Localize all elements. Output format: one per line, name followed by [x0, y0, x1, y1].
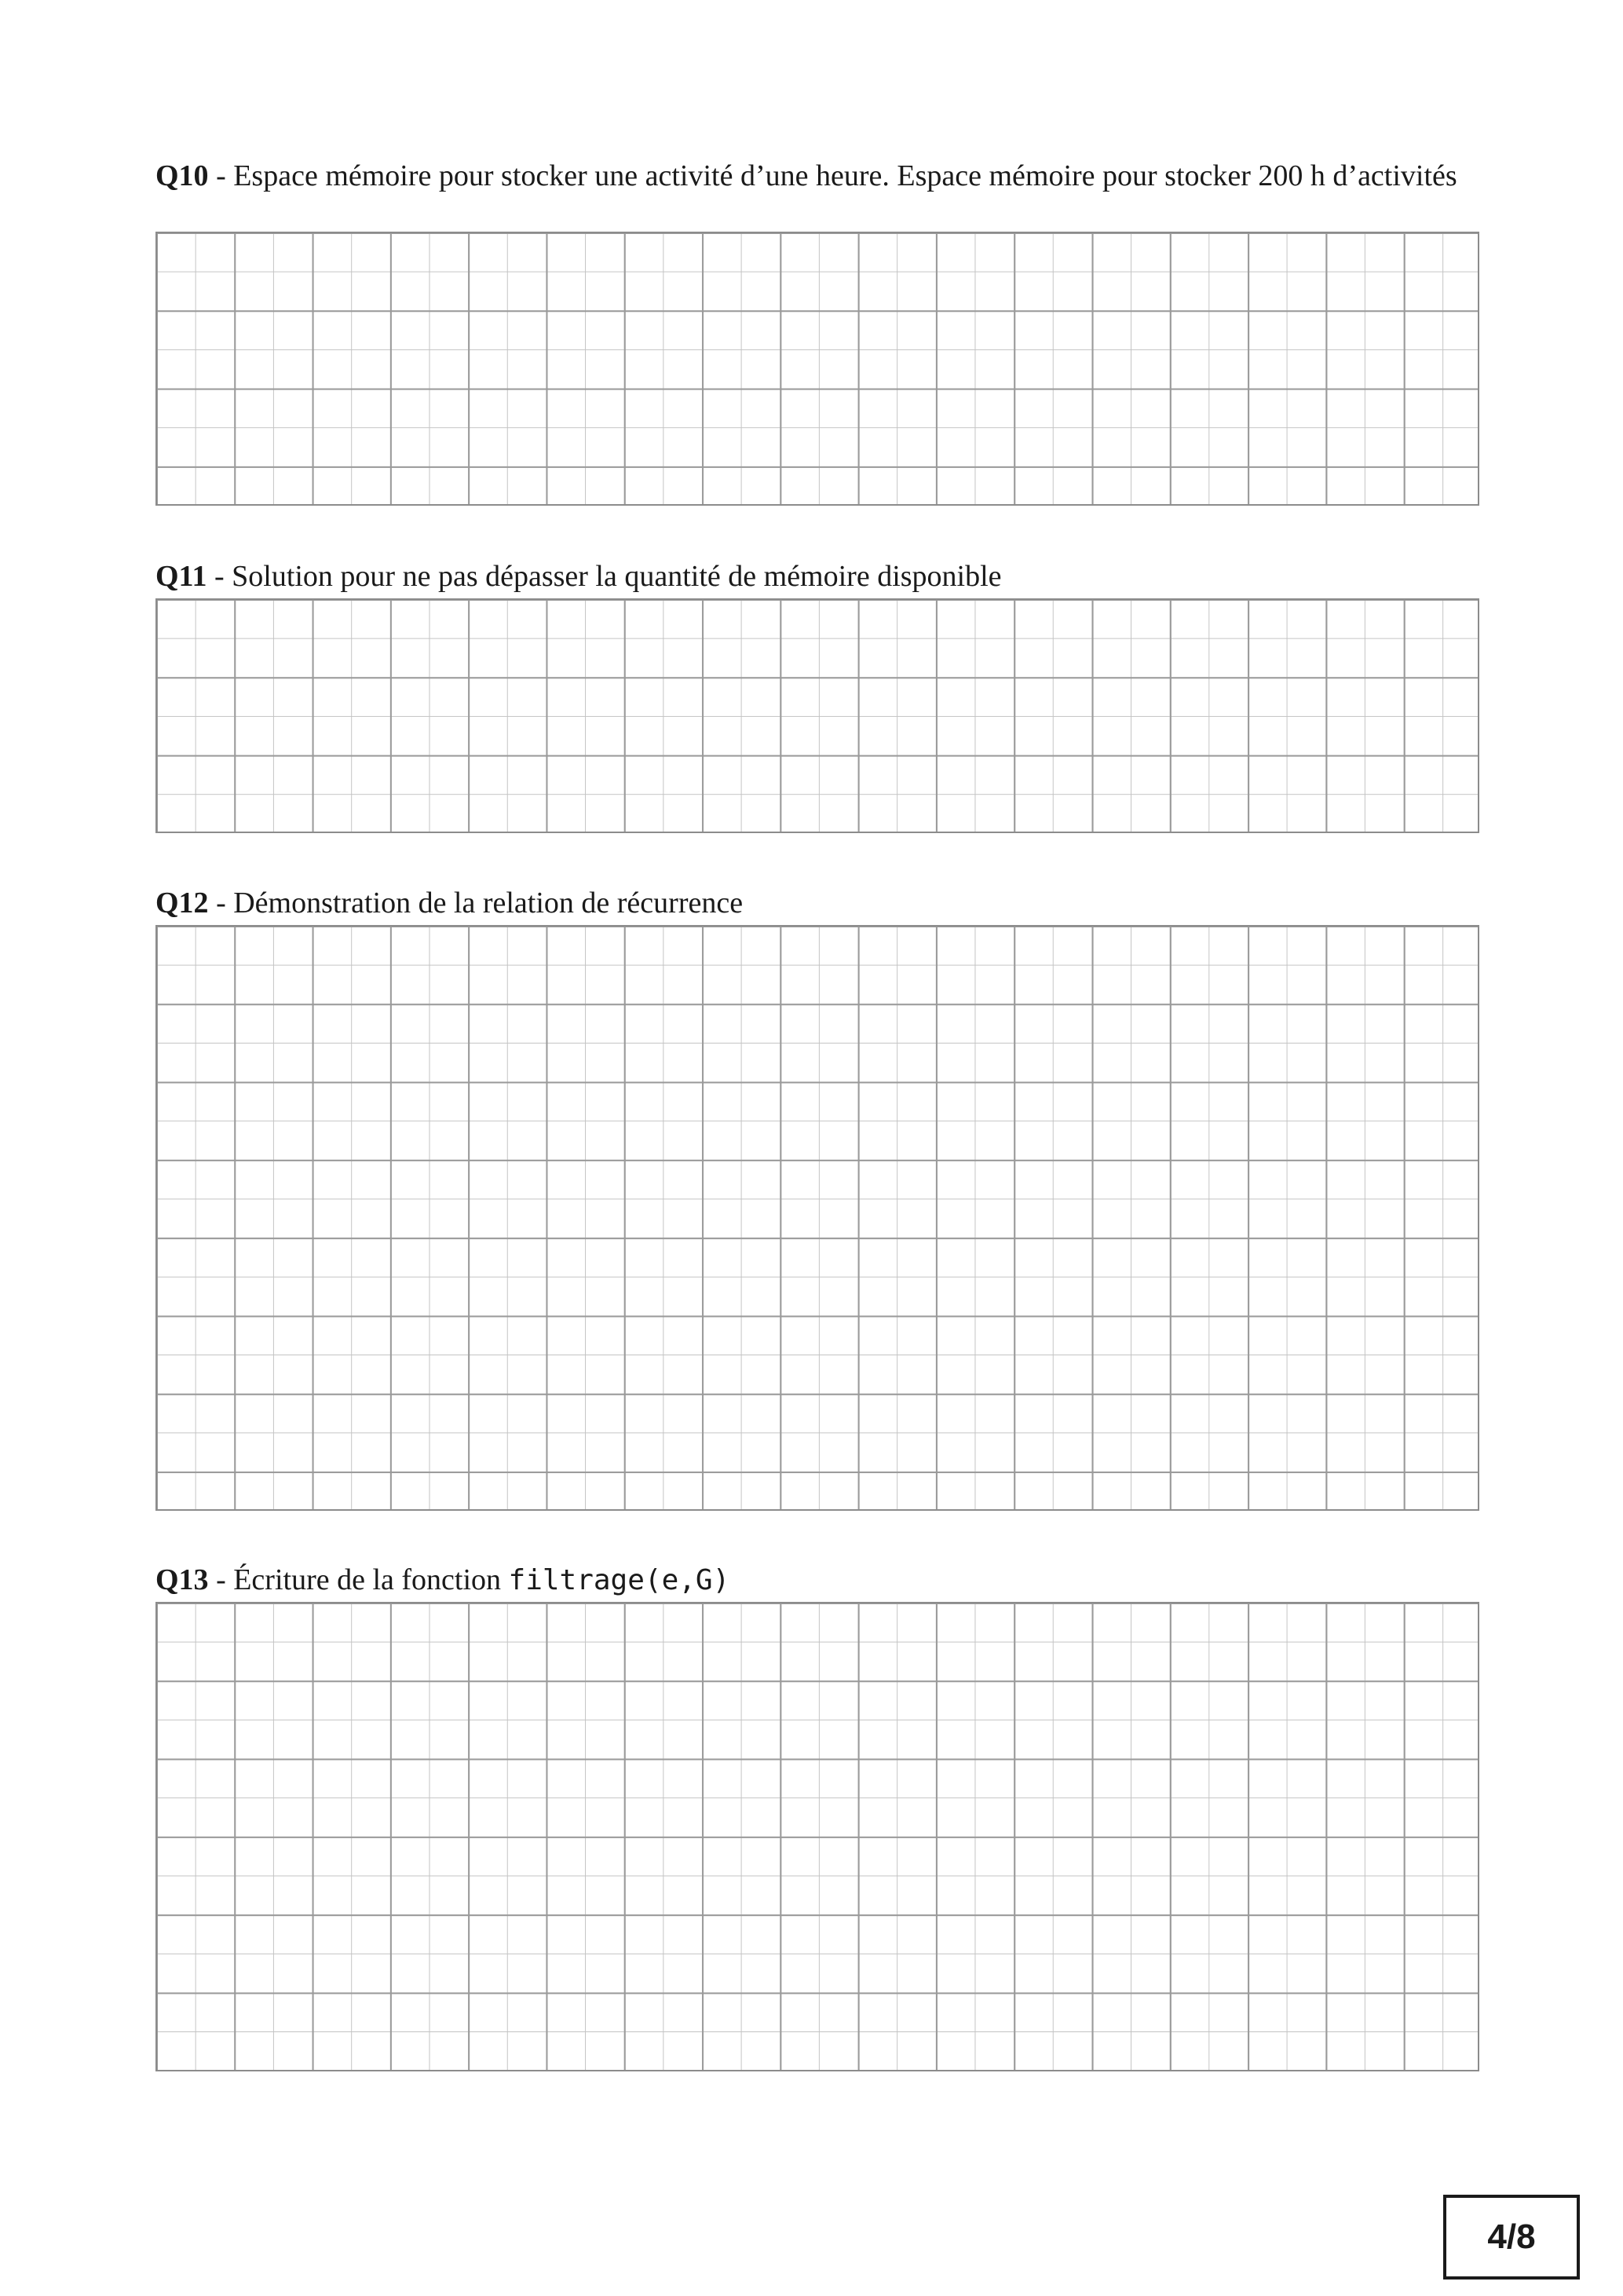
function-signature: filtrage(e,G) [508, 1564, 730, 1596]
question-separator: - [208, 887, 234, 919]
page-number: 4/8 [1487, 2217, 1536, 2256]
question-text: Espace mémoire pour stocker une activité d’une heure. Espace mémoire pour stocker 200 h d’activités [233, 159, 1457, 192]
answer-grid-q13[interactable] [155, 1602, 1479, 2071]
question-number: Q10 [155, 159, 209, 192]
answer-grid-q12[interactable] [155, 925, 1479, 1511]
question-number: Q11 [155, 560, 207, 593]
question-number: Q13 [155, 1563, 209, 1596]
question-text: Démonstration de la relation de récurrence [233, 887, 744, 919]
question-q12 [155, 884, 1478, 922]
answer-grid-q11[interactable] [155, 598, 1479, 833]
question-q13 [155, 1561, 1478, 1600]
question-text: Solution pour ne pas dépasser la quantité de mémoire disponible [232, 560, 1002, 593]
question-q11 [155, 558, 1478, 595]
page-number-box [1443, 2195, 1580, 2280]
question-separator: - [207, 560, 232, 593]
question-q10 [155, 157, 1478, 195]
question-separator: - [208, 159, 234, 192]
answer-grid-q10[interactable] [155, 232, 1479, 506]
question-text: Écriture de la fonction [233, 1563, 509, 1596]
question-number: Q12 [155, 887, 209, 919]
question-separator: - [208, 1563, 234, 1596]
